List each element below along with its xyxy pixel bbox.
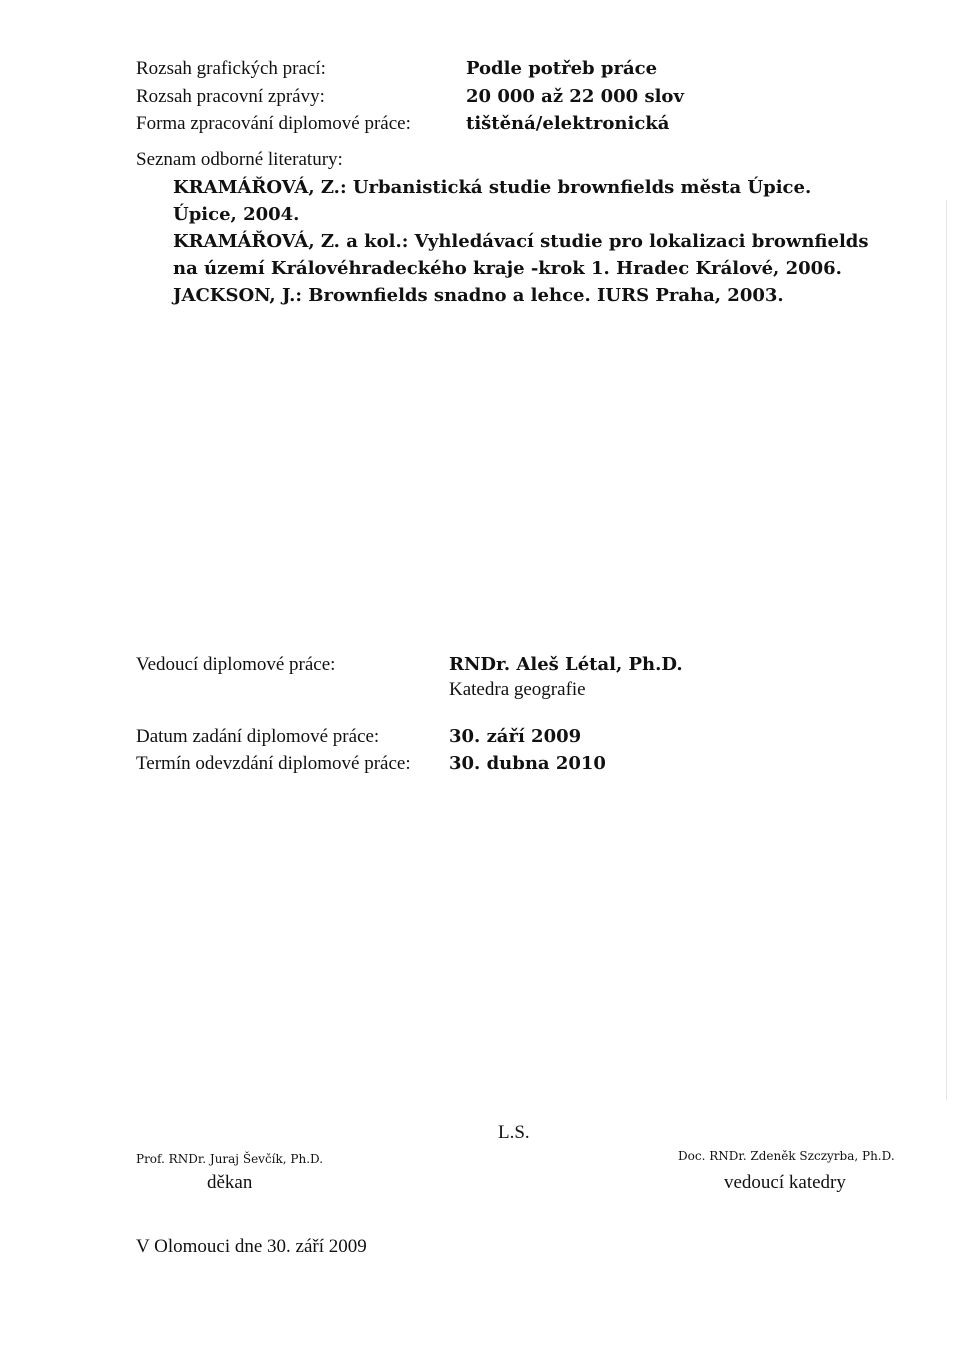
report-scope-value: 20 000 až 22 000 slov [466,86,684,107]
deadline-value: 30. dubna 2010 [449,753,606,774]
graphics-scope-value: Podle potřeb práce [466,58,658,79]
department-head-name: Doc. RNDr. Zdeněk Szczyrba, Ph.D. [678,1149,895,1163]
form-label: Forma zpracování diplomové práce: [136,113,411,134]
form-value: tištěná/elektronická [466,113,670,134]
reference-item: JACKSON, J.: Brownfields snadno a lehce. IURS Praha, 2003. [173,285,784,306]
supervisor-department: Katedra geografie [449,679,586,700]
literature-list [173,174,873,309]
report-scope-label: Rozsah pracovní zprávy: [136,86,325,107]
dean-name: Prof. RNDr. Juraj Ševčík, Ph.D. [136,1152,324,1166]
graphics-scope-label: Rozsah grafických prací: [136,58,326,79]
department-head-title: vedoucí katedry [724,1172,846,1193]
dean-title: děkan [207,1172,253,1193]
scan-edge-line [946,200,947,1100]
assigned-date-label: Datum zadání diplomové práce: [136,726,380,747]
place-and-date: V Olomouci dne 30. září 2009 [136,1236,367,1257]
reference-item: KRAMÁŘOVÁ, Z. a kol.: Vyhledávací studie pro lokalizaci brownfields na území Královéhradeckého kraje -krok 1. Hradec Králové, 2006. [173,231,869,279]
deadline-label: Termín odevzdání diplomové práce: [136,753,411,774]
literature-heading: Seznam odborné literatury: [136,149,343,170]
assigned-date-value: 30. září 2009 [449,726,582,747]
supervisor-name: RNDr. Aleš Létal, Ph.D. [449,654,683,675]
reference-item: KRAMÁŘOVÁ, Z.: Urbanistická studie brownfields města Úpice. Úpice, 2004. [173,177,812,225]
seal-mark: L.S. [498,1122,530,1143]
supervisor-label: Vedoucí diplomové práce: [136,654,336,675]
